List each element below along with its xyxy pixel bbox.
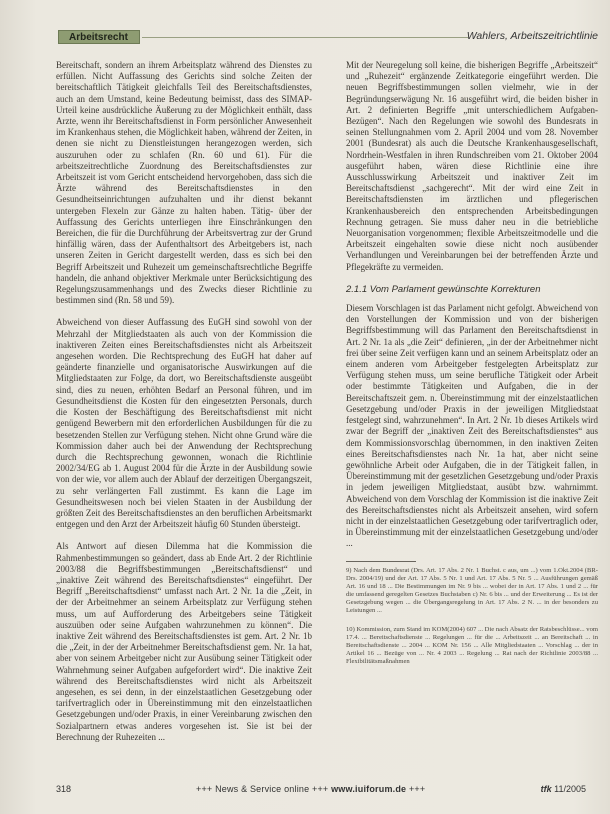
body-paragraph: Als Antwort auf diesen Dilemma hat die Kommission die Rahmenbestimmungen so geändert, dass ab Ende Art. 2 der Richtlinie 2003/88 die Begriffsbestimmungen „Bereitschaftsdienst“ und „inaktive Zeit während des Bereitschaftsdienstes“ eingeführt. Der Begriff „Bereitschaftsdienst“ umfasst nach Art. 2 Nr. 1a die „Zeit, in der der Arbeitnehmer an seinem Arbeitsplatz zur Verfügung stehen muss, um auf Aufforderung des Arbeitgebers seine Tätigkeit auszuüben oder seine Aufgaben wahrzunehmen zu können“. Die inaktive Zeit während des Bereitschaftsdienstes ist gem. Art. 2 Nr. 1b die „Zeit, in der der Arbeitnehmer Bereitschaftsdienst gem. Nr. 1a hat, aber von seinem Arbeitgeber nicht zur Ausübung seiner Tätigkeit oder Wahrnehmung seiner Aufgaben aufgefordert wird“. Die inaktive Zeit während des Bereitschaftsdienstes wird nicht als Arbeitszeit angesehen, es sei denn, in der einzelstaatlichen Gesetzgebung oder tarifvertraglich oder in Übereinstimmung mit den einzelstaatlichen Gesetzgebungen und/oder Praxis, in einer Vereinbarung zwischen den Sozialpartnern etwas anderes vorgesehen ist. Sie ist bei der Berechnung der Ruhezeiten ... bbox=[56, 541, 312, 742]
page-number: 318 bbox=[56, 784, 72, 794]
body-paragraph: Diesem Vorschlagen ist das Parlament nicht gefolgt. Abweichend von den Vorstellungen der Kommission und von der bisherigen Begriffsbestimmung will das Parlament den Bereitschaftsdienst in Art. 2 Nr. 1a als „die Zeit“ definieren, „in der der Arbeitnehmer nicht frei über seine Zeit verfügen kann und an seinem Arbeitsplatz oder an einem anderen vom Arbeitgeber festgelegten Arbeitsplatz zur Verfügung stehen muss, um seine berufliche Tätigkeit oder Arbeit oder bestimmte Tätigkeiten und Aufgaben, die in der Bereitschaftszeit gem. n. Übereinstimmung mit der einzelstaatlichen Gesetzgebung und/oder Praxis in der jeweiligen Mitgliedstaat festgelegt sind, wahrzunehmen“. In Art. 2 Nr. 1b dieses Artikels wird zwar der Begriff der „inaktiven Zeit des Bereitschaftsdienstes“ aus dem Kommissionsvorschlag übernommen, in den inaktiven Zeiten eines Bereitschaftsdienstes nach Nr. 1a hat, aber nicht seine gewöhnliche Arbeit oder Aufgaben, die in der Tätigkeit fallen, in Übereinstimmung mit der gesetzlichen Gesetzgebung und/oder Praxis in jedem jeweiligen Mitgliedstaat, ausübt bzw. wahrnimmt. Abweichend von dem Vorschlag der Kommission ist die inaktive Zeit des Bereitschaftsdienstes nicht als Arbeitszeit ansehen, wird sofern nicht in der einzelstaatlichen Gesetzgebung oder tarifvertraglich oder, in Übereinstimmung mit der einzelstaatlichen Gesetzgebung und/oder ... bbox=[346, 303, 598, 549]
footnote: 10) Kommission, zum Stand im KOM(2004) 607 ... Die nach Absatz der Ratsbeschlüsse... vom 17.4. ... Bereitschaftsdienste ... Regelungen ... für die ... Arbeitszeit ... an Bereitschaft ... in Bereitschaftsdienste ... 2004 ... KOM Nr. 156 ... Alle Mitgliedstaaten ... Vorschlag ... der in Artikel 16 ... Bezüge von ... Nr. 4 2003 ... Regelung ... Rat nach der Richtlinie 2003/88 ... Flexibilitätsmaßnahmen bbox=[346, 625, 598, 665]
body-paragraph: Bereitschaft, sondern an ihrem Arbeitsplatz während des Dienstes zu erfüllen. Nicht Auffassung des Gerichts sind solche Zeiten der bereitschaftlich Tätigkeit gleichfalls Teil des Bereitschaftsdienstes, auch an dem Umstand, keine Bedeutung beimisst, dass des SIMAP-Urteil keine ausdrückliche Äußerung zu der Möglichkeit enthält, dass Arzte, wenn ihr Bereitschaftsdienst in Form persönlicher Anwesenheit im Krankenhaus stehen, die Möglichkeit haben, während der Zeiten, in denen sie nicht zu Dienstleistungen herangezogen werden, sich auszuruhen oder zu schlafen (Rn. 60 und 61). Für die arbeitszeitrechtliche Zuordnung des Bereitschaftsdienstes zur Arbeitszeit ist vom Gericht entscheidend hervorgehoben, dass sich die Ärzte während des Bereitschaftsdienstes in den Gesundheitseinrichtungen aufzuhalten und ihr dienst bekannt untergeben Flexeln zur Gänze zu halten haben. Tätig- über der Auffassung des Gerichts unterliegen ihre Einschränkungen den Bereichen, die für die Durchführung der Arbeitsvertrag zur der Grund hinfällig wären, dass der Aufenthaltsort des Arbeitgebers ist, nach unseren Zeiten in Gericht dargestellt werden, dass es sich bei den Begriff Arbeitszeit und Ruhezeit um gemeinschaftsrechtliche Begriffe handeln, die anhand objektiver Merkmale unter Berücksichtigung des Regelungszusammenhangs und des Zwecks dieser Richtlinie zu bestimmen sind (Rn. 58 und 59). bbox=[56, 60, 312, 306]
left-column bbox=[56, 60, 312, 754]
promo-text: +++ News & Service online +++ bbox=[196, 784, 329, 794]
page-footer bbox=[56, 784, 586, 798]
journal-brand: tfk bbox=[540, 784, 552, 794]
body-paragraph: Mit der Neuregelung soll keine, die bisherigen Begriffe „Arbeitszeit“ und „Ruhezeit“ ergänzende Zeitkategorie eingeführt werden. Die neuen Begriffsbestimmungen sollen vielmehr, wie in der Begründungserwägung Nr. 16 ausgeführt wird, die beiden bisher in Art. 2 definierten Begriffe „mit unterschiedlichem Aufgaben-Bezügen“. Nach den Regelungen wie sowohl des Bundesrats in seinen Stellungnahmen vom 2. April 2004 und vom 28. November 2001 (Bundesrat) als auch die Deutsche Krankenhausgesellschaft, Nordrhein-Westfalen in ihren Rundschreiben vom 21. Oktober 2004 ausgeführt haben, wären diese Richtlinie eine ihre Ausschlusswirkung Arbeitszeit und inaktiver Zeit im Bereitschaftsdienst „sachgerecht“. Mit der wird eine Zeit in Bereitschaftsdiensten im ärztlichen und pflegerischen Krankenhausbereich den entsprechenden Arbeitsbedingungen Rechnung getragen. Sie muss daher neu in die betriebliche Neuorganisation vorgenommen; flexible Arbeitszeitmodelle und die Arbeitszeit eingehalten sowie diese nicht noch ausübender Verhandlungen und Vereinbarungen bei der betreffenden Ärzte und Pflegekräfte zu vermeiden. bbox=[346, 60, 598, 272]
issue-info bbox=[541, 784, 586, 794]
page-header bbox=[58, 30, 598, 46]
promo-url-link[interactable]: www.iuiforum.de bbox=[331, 784, 407, 794]
promo-tail: +++ bbox=[408, 784, 426, 794]
footnote: 9) Nach dem Bundesrat (Drs. Art. 17 Abs. 2 Nr. 1 Buchst. c aus, um ...) vom 1.Okt.2004 (BR-Drs. 2004/19) und der Art. 17 Abs. 5 Nr. 1 und Art. 17 Abs. 5 Nr. 5 ... Ausführungen gemäß Art. 16 und 18 ... Die Bestimmungen im Nr. 9 bis ... wobei der in Art. 17 Abs. 1 und 2 ... für die umfassend geregelten Gesetzes Buchstaben c) Nr. 6 bis ... und der Erweiterung ... Es ist der Gesetzgebung wegen ... die Übergangsregelung in Art. 17 Abs. 2 N. ... in der besonders zu Leistungen ... bbox=[346, 566, 598, 614]
section-tag: Arbeitsrecht bbox=[58, 30, 140, 44]
right-column bbox=[346, 60, 598, 677]
footer-promo bbox=[196, 784, 425, 794]
body-paragraph: Abweichend von dieser Auffassung des EuGH sind sowohl von der Mehrzahl der Mitgliedstaaten als auch von der Kommission die inaktiveren Zeiten eines Bereitschaftsdienstes nicht als Arbeitszeit angesehen worden. Die Rechtsprechung des EuGH hat daher auf geänderte finanzielle und organisatorische Auswirkungen auf die Mitgliedstaaten zur Folge, da dort, wo Bereitschaftsdienste ausgeübt sind, dies zu neuen, erhöhten Bedarf an Personal führen, und im Gesundheitsdienst die Kosten für den eingesetzten Personals, durch die Kosten der Beschäftigung des Bereitschaftsdienst mit nicht genügend Bewerbern mit den erforderlichen Ausbildungen für die zu besetzenden Stellen zur Verfügung stehen. Nicht ohne Grund wäre die Kommission daher auch bei der Anwendung der Rechtsprechung durch die Rechtsprechung gewonnen, wonach die Richtlinie 2002/34/EG ab 1. August 2004 für die Ärzte in der Ausbildung sowie von der wie, vor allem auch der Ablauf der derzeitigen Übergangszeit, zu sehr verlängerten Fall zustimmt. Es kann die Lage im Gesundheitswesen noch bei vielen Staaten in der Ausbildung der größten Zeit des Bereitschaftsdienstes an den beruflichen Arbeitsmarkt entgegen und den Arzt der Arbeitszeit häufig 60 Stunden übersteigt. bbox=[56, 317, 312, 530]
section-subheading: 2.1.1 Vom Parlament gewünschte Korrekturen bbox=[346, 283, 541, 295]
running-title: Wahlers, Arbeitszeitrichtlinie bbox=[466, 30, 598, 42]
footnote-rule bbox=[346, 561, 416, 562]
header-rule bbox=[142, 37, 468, 38]
issue-number: 11/2005 bbox=[554, 784, 586, 794]
